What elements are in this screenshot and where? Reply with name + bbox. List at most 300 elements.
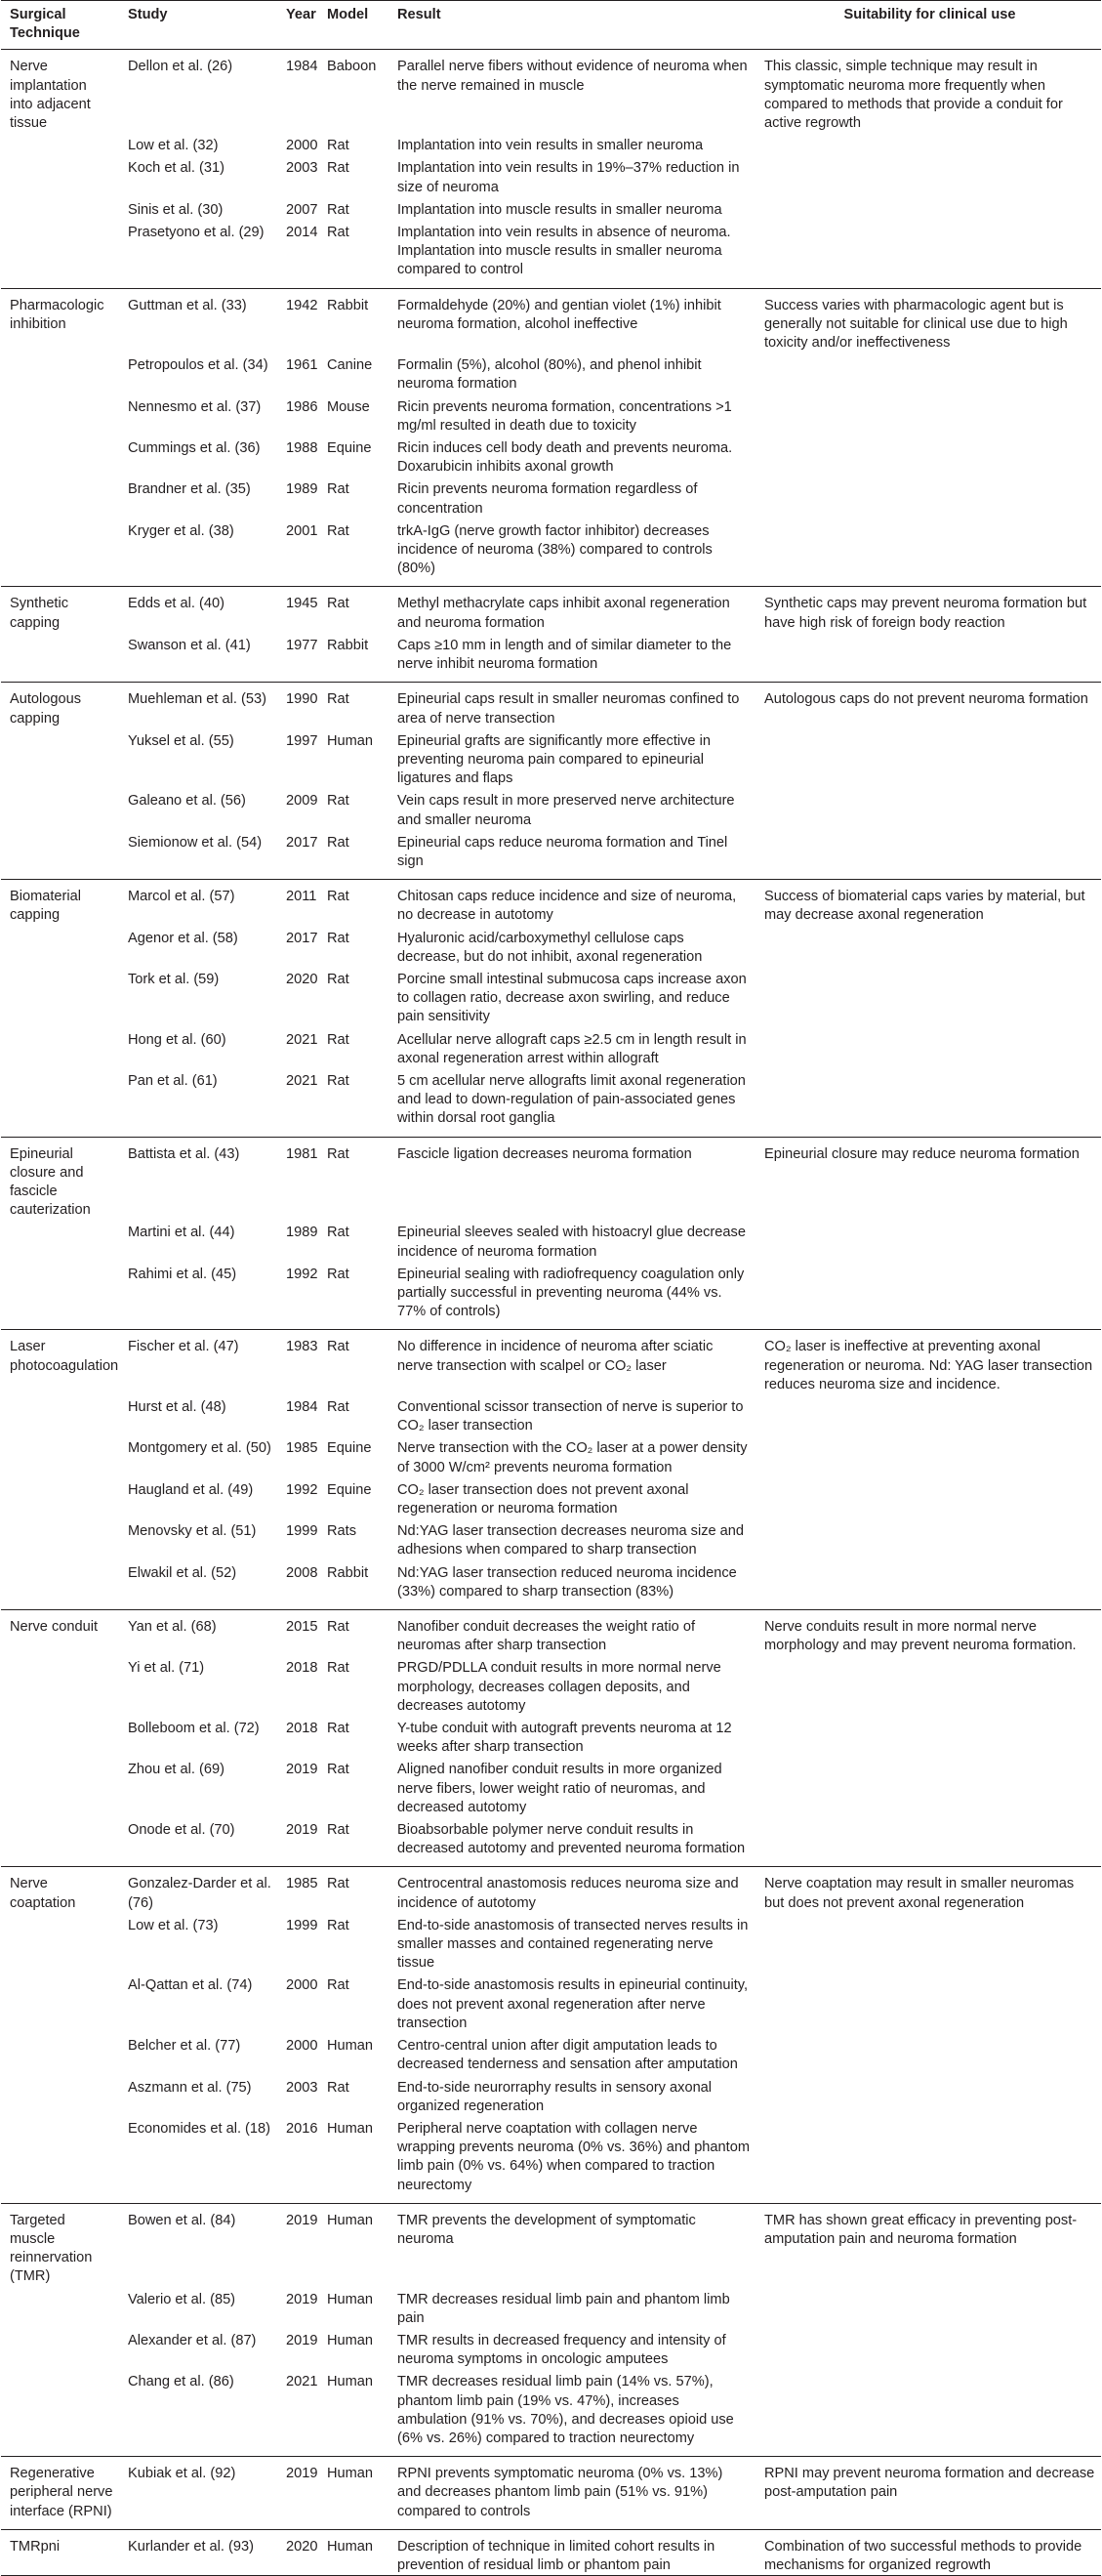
study-cell: Hong et al. (60) xyxy=(128,1031,226,1048)
study-cell: Gonzalez-Darder et al. (76) xyxy=(128,1876,271,1911)
model-cell: Rat xyxy=(327,1072,349,1089)
technique-cell xyxy=(1,1518,119,1559)
model-cell: Rat xyxy=(327,138,349,154)
table-row xyxy=(1,155,1101,196)
table-row xyxy=(1,728,1101,789)
year-cell: 2000 xyxy=(286,138,318,154)
suitability-cell: TMR has shown great efficacy in preventing post-amputation pain and neuroma formation xyxy=(764,2212,1078,2247)
technique-cell: Synthetic capping xyxy=(10,596,69,631)
suitability-cell xyxy=(755,2287,1101,2328)
table-row xyxy=(1,1435,1101,1476)
technique-cell xyxy=(1,788,119,829)
table-row xyxy=(1,830,1101,880)
suitability-cell xyxy=(755,436,1101,477)
year-cell: 1984 xyxy=(286,1399,318,1415)
study-cell: Al-Qattan et al. (74) xyxy=(128,1977,253,1994)
suitability-cell: Synthetic caps may prevent neuroma formation but have high risk of foreign body reaction xyxy=(764,596,1087,631)
model-cell: Human xyxy=(327,2374,374,2390)
table-row xyxy=(1,1330,1101,1394)
technique-cell xyxy=(1,133,119,155)
result-cell: Hyaluronic acid/carboxymethyl cellulose caps decrease, but do not inhibit, axonal regeneration xyxy=(397,930,703,965)
suitability-cell: Autologous caps do not prevent neuroma formation xyxy=(764,691,1088,708)
year-cell: 1945 xyxy=(286,596,318,612)
technique-cell xyxy=(1,436,119,477)
suitability-cell xyxy=(755,2116,1101,2203)
model-cell: Rat xyxy=(327,1339,349,1355)
result-cell: Nanofiber conduit decreases the weight ratio of neuromas after sharp transection xyxy=(397,1619,696,1654)
suitability-cell: Success varies with pharmacologic agent but is generally not suitable for clinical use due to high toxicity and/or ineffectiveness xyxy=(764,297,1068,352)
model-cell: Rat xyxy=(327,201,349,218)
year-cell: 2019 xyxy=(286,2466,318,2482)
header-study: Study xyxy=(128,7,168,22)
suitability-cell xyxy=(755,1027,1101,1068)
result-cell: Implantation into vein results in smaller neuroma xyxy=(397,138,704,154)
study-cell: Low et al. (73) xyxy=(128,1917,219,1933)
study-cell: Alexander et al. (87) xyxy=(128,2332,257,2348)
study-cell: Agenor et al. (58) xyxy=(128,930,238,946)
year-cell: 2021 xyxy=(286,1031,318,1048)
result-cell: Porcine small intestinal submucosa caps increase axon to collagen ratio, decrease axon swirling, and reduce pain sensitivity xyxy=(397,971,747,1025)
technique-cell xyxy=(1,1262,119,1330)
technique-cell xyxy=(1,155,119,196)
study-cell: Elwakil et al. (52) xyxy=(128,1564,237,1581)
model-cell: Rat xyxy=(327,1660,349,1677)
technique-cell xyxy=(1,2116,119,2203)
technique-cell xyxy=(1,1716,119,1757)
result-cell: Formalin (5%), alcohol (80%), and phenol inhibit neuroma formation xyxy=(397,357,702,393)
year-cell: 2017 xyxy=(286,834,318,851)
study-cell: Pan et al. (61) xyxy=(128,1072,218,1089)
table-row xyxy=(1,1518,1101,1559)
table-row xyxy=(1,395,1101,436)
result-cell: Nd:YAG laser transection decreases neuroma size and adhesions when compared to sharp transection xyxy=(397,1523,745,1558)
year-cell: 2000 xyxy=(286,2038,318,2055)
result-cell: Epineurial grafts are significantly more effective in preventing neuroma pain compared to epineurial ligatures and flaps xyxy=(397,732,711,787)
model-cell: Rabbit xyxy=(327,637,369,653)
result-cell: Formaldehyde (20%) and gentian violet (1%) inhibit neuroma formation, alcohol ineffective xyxy=(397,297,721,332)
technique-cell: Nerve conduit xyxy=(10,1619,99,1636)
table-row xyxy=(1,788,1101,829)
model-cell: Rat xyxy=(327,971,349,987)
technique-cell: Biomaterial capping xyxy=(10,889,81,924)
study-cell: Zhou et al. (69) xyxy=(128,1762,224,1778)
table-row xyxy=(1,477,1101,518)
year-cell: 2011 xyxy=(286,889,317,905)
technique-cell xyxy=(1,1027,119,1068)
result-cell: TMR prevents the development of symptomatic neuroma xyxy=(397,2212,696,2247)
year-cell: 2019 xyxy=(286,1762,318,1778)
model-cell: Rat xyxy=(327,1721,349,1737)
table-row xyxy=(1,1068,1101,1137)
technique-cell xyxy=(1,2328,119,2369)
model-cell: Rat xyxy=(327,691,349,708)
result-cell: Epineurial caps result in smaller neuromas confined to area of nerve transection xyxy=(397,691,740,727)
technique-cell: Targeted muscle reinnervation (TMR) xyxy=(10,2212,93,2285)
study-cell: Tork et al. (59) xyxy=(128,971,220,987)
study-cell: Yan et al. (68) xyxy=(128,1619,217,1636)
year-cell: 2020 xyxy=(286,2538,318,2555)
suitability-cell xyxy=(755,197,1101,220)
suitability-cell xyxy=(755,1716,1101,1757)
technique-cell xyxy=(1,1394,119,1435)
year-cell: 1992 xyxy=(286,1481,318,1498)
study-cell: Edds et al. (40) xyxy=(128,596,224,612)
year-cell: 2003 xyxy=(286,160,318,177)
technique-cell xyxy=(1,220,119,288)
study-cell: Aszmann et al. (75) xyxy=(128,2079,252,2096)
technique-cell xyxy=(1,353,119,394)
table-header xyxy=(1,1,1101,50)
study-cell: Kryger et al. (38) xyxy=(128,522,234,539)
study-cell: Galeano et al. (56) xyxy=(128,793,246,810)
header-model: Model xyxy=(327,7,369,22)
header-technique: Surgical Technique xyxy=(10,7,80,42)
year-cell: 1989 xyxy=(286,481,318,498)
study-cell: Battista et al. (43) xyxy=(128,1145,240,1162)
year-cell: 2014 xyxy=(286,225,318,241)
year-cell: 1999 xyxy=(286,1523,318,1540)
model-cell: Human xyxy=(327,2212,374,2228)
year-cell: 2000 xyxy=(286,1977,318,1994)
technique-cell xyxy=(1,633,119,683)
study-cell: Menovsky et al. (51) xyxy=(128,1523,257,1540)
study-cell: Haugland et al. (49) xyxy=(128,1481,254,1498)
technique-cell xyxy=(1,2033,119,2074)
table-row xyxy=(1,2075,1101,2116)
suitability-cell: RPNI may prevent neuroma formation and decrease post-amputation pain xyxy=(764,2466,1095,2501)
result-cell: Implantation into vein results in absence of neuroma. Implantation into muscle results in smaller neuroma compared to control xyxy=(397,225,731,278)
study-cell: Bowen et al. (84) xyxy=(128,2212,236,2228)
model-cell: Rats xyxy=(327,1523,357,1540)
suitability-cell xyxy=(755,2075,1101,2116)
result-cell: Epineurial sleeves sealed with histoacryl glue decrease incidence of neuroma formation xyxy=(397,1225,746,1260)
study-cell: Sinis et al. (30) xyxy=(128,201,224,218)
year-cell: 1985 xyxy=(286,1440,318,1457)
result-cell: Caps ≥10 mm in length and of similar diameter to the nerve inhibit neuroma formation xyxy=(397,637,732,673)
technique-cell xyxy=(1,926,119,967)
year-cell: 2007 xyxy=(286,201,318,218)
year-cell: 2020 xyxy=(286,971,318,987)
model-cell: Human xyxy=(327,2120,374,2137)
study-cell: Cummings et al. (36) xyxy=(128,440,261,457)
year-cell: 2019 xyxy=(286,2212,318,2228)
result-cell: Parallel nerve fibers without evidence of neuroma when the nerve remained in muscle xyxy=(397,59,748,94)
header-suitability: Suitability for clinical use xyxy=(843,7,1016,22)
table-row xyxy=(1,1867,1101,1913)
study-cell: Muehleman et al. (53) xyxy=(128,691,266,708)
year-cell: 2009 xyxy=(286,793,318,810)
suitability-cell xyxy=(755,788,1101,829)
table-row xyxy=(1,880,1101,926)
year-cell: 1992 xyxy=(286,1266,318,1282)
result-cell: TMR decreases residual limb pain and phantom limb pain xyxy=(397,2291,730,2326)
model-cell: Rat xyxy=(327,1266,349,1282)
year-cell: 1988 xyxy=(286,440,318,457)
suitability-cell xyxy=(755,2369,1101,2456)
result-cell: Centrocentral anastomosis reduces neuroma size and incidence of autotomy xyxy=(397,1876,739,1911)
technique-cell xyxy=(1,1817,119,1867)
technique-cell xyxy=(1,519,119,587)
table-row xyxy=(1,2457,1101,2530)
table-row xyxy=(1,1262,1101,1330)
model-cell: Baboon xyxy=(327,59,377,75)
suitability-cell xyxy=(755,155,1101,196)
model-cell: Equine xyxy=(327,440,372,457)
suitability-cell xyxy=(755,395,1101,436)
result-cell: Implantation into vein results in 19%–37% reduction in size of neuroma xyxy=(397,160,740,195)
suitability-cell xyxy=(755,830,1101,880)
suitability-cell xyxy=(755,728,1101,789)
table-row xyxy=(1,683,1101,728)
table-row xyxy=(1,926,1101,967)
model-cell: Equine xyxy=(327,1440,372,1457)
table-row xyxy=(1,1757,1101,1817)
result-cell: Epineurial sealing with radiofrequency coagulation only partially successful in preventing neuroma (44% vs. 77% of controls) xyxy=(397,1266,745,1320)
model-cell: Equine xyxy=(327,1481,372,1498)
year-cell: 1942 xyxy=(286,297,318,313)
header-result: Result xyxy=(397,7,441,22)
study-cell: Economides et al. (18) xyxy=(128,2120,271,2137)
year-cell: 2019 xyxy=(286,2291,318,2307)
table-row xyxy=(1,2369,1101,2456)
model-cell: Canine xyxy=(327,357,373,374)
table-row xyxy=(1,1220,1101,1261)
result-cell: 5 cm acellular nerve allografts limit axonal regeneration and lead to down-regulation of pain-associated genes within dorsal root ganglia xyxy=(397,1072,746,1127)
model-cell: Rat xyxy=(327,522,349,539)
model-cell: Rat xyxy=(327,1145,349,1162)
technique-cell: Nerve implantation into adjacent tissue xyxy=(10,59,91,132)
model-cell: Human xyxy=(327,2332,374,2348)
year-cell: 1981 xyxy=(286,1145,318,1162)
year-cell: 2001 xyxy=(286,522,318,539)
technique-cell xyxy=(1,2287,119,2328)
technique-cell xyxy=(1,2075,119,2116)
result-cell: Acellular nerve allograft caps ≥2.5 cm in length result in axonal regeneration arrest within allograft xyxy=(397,1031,747,1066)
year-cell: 2021 xyxy=(286,2374,318,2390)
technique-cell: Epineurial closure and fascicle cauterization xyxy=(10,1145,91,1219)
study-cell: Montgomery et al. (50) xyxy=(128,1440,271,1457)
table-row xyxy=(1,288,1101,353)
result-cell: No difference in incidence of neuroma after sciatic nerve transection with scalpel or CO₂ laser xyxy=(397,1339,714,1374)
table-row xyxy=(1,436,1101,477)
suitability-cell xyxy=(755,1757,1101,1817)
technique-cell xyxy=(1,477,119,518)
year-cell: 1977 xyxy=(286,637,318,653)
study-cell: Nennesmo et al. (37) xyxy=(128,398,262,415)
suitability-cell xyxy=(755,1913,1101,1974)
table-row xyxy=(1,1610,1101,1656)
result-cell: End-to-side neurorraphy results in sensory axonal organized regeneration xyxy=(397,2079,713,2114)
year-cell: 2019 xyxy=(286,1822,318,1839)
model-cell: Rat xyxy=(327,889,349,905)
table-row xyxy=(1,133,1101,155)
result-cell: Aligned nanofiber conduit results in more organized nerve fibers, lower weight ratio of neuromas, and decreased autotomy xyxy=(397,1762,722,1815)
result-cell: Y-tube conduit with autograft prevents neuroma at 12 weeks after sharp transection xyxy=(397,1721,732,1756)
model-cell: Rat xyxy=(327,1399,349,1415)
study-cell: Koch et al. (31) xyxy=(128,160,224,177)
technique-cell xyxy=(1,1560,119,1610)
suitability-cell xyxy=(755,477,1101,518)
result-cell: Methyl methacrylate caps inhibit axonal regeneration and neuroma formation xyxy=(397,596,730,631)
year-cell: 1999 xyxy=(286,1917,318,1933)
suitability-cell: Epineurial closure may reduce neuroma formation xyxy=(764,1145,1080,1162)
model-cell: Rat xyxy=(327,596,349,612)
year-cell: 1990 xyxy=(286,691,318,708)
study-cell: Swanson et al. (41) xyxy=(128,637,251,653)
model-cell: Human xyxy=(327,732,374,749)
study-cell: Kubiak et al. (92) xyxy=(128,2466,236,2482)
year-cell: 2019 xyxy=(286,2332,318,2348)
suitability-cell: Nerve coaptation may result in smaller neuromas but does not prevent axonal regeneration xyxy=(764,1876,1075,1911)
year-cell: 1985 xyxy=(286,1876,318,1892)
technique-cell: Laser photocoagulation xyxy=(10,1339,119,1374)
suitability-cell xyxy=(755,1394,1101,1435)
suitability-cell: CO₂ laser is ineffective at preventing axonal regeneration or neuroma. Nd: YAG laser transection reduces neuroma size and incidence. xyxy=(764,1339,1093,1392)
year-cell: 2003 xyxy=(286,2079,318,2096)
suitability-cell: This classic, simple technique may result in symptomatic neuroma more frequently when compared to methods that provide a conduit for active regrowth xyxy=(764,59,1063,132)
suitability-cell xyxy=(755,633,1101,683)
table-row xyxy=(1,2529,1101,2575)
year-cell: 2008 xyxy=(286,1564,318,1581)
model-cell: Rat xyxy=(327,1977,349,1994)
study-cell: Petropoulos et al. (34) xyxy=(128,357,268,374)
suitability-cell xyxy=(755,220,1101,288)
suitability-cell xyxy=(755,1477,1101,1518)
study-cell: Bolleboom et al. (72) xyxy=(128,1721,260,1737)
model-cell: Rat xyxy=(327,1031,349,1048)
table-row xyxy=(1,1913,1101,1974)
table-row xyxy=(1,2287,1101,2328)
technique-cell: Nerve coaptation xyxy=(10,1876,76,1911)
result-cell: Bioabsorbable polymer nerve conduit results in decreased autotomy and prevented neuroma formation xyxy=(397,1822,746,1857)
technique-cell: TMRpni xyxy=(10,2538,61,2555)
year-cell: 2018 xyxy=(286,1721,318,1737)
suitability-cell xyxy=(755,926,1101,967)
table-row xyxy=(1,1973,1101,2033)
study-cell: Low et al. (32) xyxy=(128,138,219,154)
suitability-cell xyxy=(755,1518,1101,1559)
model-cell: Rat xyxy=(327,1762,349,1778)
table-row xyxy=(1,1394,1101,1435)
study-cell: Valerio et al. (85) xyxy=(128,2291,236,2307)
technique-cell xyxy=(1,1220,119,1261)
table-row xyxy=(1,353,1101,394)
result-cell: Epineurial caps reduce neuroma formation and Tinel sign xyxy=(397,834,728,869)
year-cell: 2016 xyxy=(286,2120,318,2137)
suitability-cell xyxy=(755,1560,1101,1610)
table-row xyxy=(1,50,1101,133)
table-row xyxy=(1,2328,1101,2369)
table-row xyxy=(1,220,1101,288)
table-row xyxy=(1,1655,1101,1716)
result-cell: Chitosan caps reduce incidence and size of neuroma, no decrease in autotomy xyxy=(397,889,737,924)
technique-cell xyxy=(1,1477,119,1518)
technique-cell xyxy=(1,1068,119,1137)
technique-cell: Regenerative peripheral nerve interface (RPNI) xyxy=(10,2466,113,2519)
suitability-cell xyxy=(755,2033,1101,2074)
suitability-cell xyxy=(755,1435,1101,1476)
result-cell: PRGD/PDLLA conduit results in more normal nerve morphology, decreases collagen deposits, and decreases autotomy xyxy=(397,1660,721,1714)
table-row xyxy=(1,1817,1101,1867)
suitability-cell xyxy=(755,1817,1101,1867)
model-cell: Rat xyxy=(327,225,349,241)
study-cell: Martini et al. (44) xyxy=(128,1225,235,1241)
model-cell: Rat xyxy=(327,834,349,851)
model-cell: Rat xyxy=(327,1917,349,1933)
technique-cell xyxy=(1,1913,119,1974)
model-cell: Rat xyxy=(327,793,349,810)
model-cell: Rat xyxy=(327,1225,349,1241)
result-cell: Description of technique in limited cohort results in prevention of residual limb or phantom pain xyxy=(397,2538,715,2573)
suitability-cell xyxy=(755,1068,1101,1137)
model-cell: Rat xyxy=(327,930,349,946)
result-cell: CO₂ laser transection does not prevent axonal regeneration or neuroma formation xyxy=(397,1481,689,1517)
study-cell: Prasetyono et al. (29) xyxy=(128,225,265,241)
model-cell: Human xyxy=(327,2466,374,2482)
model-cell: Rabbit xyxy=(327,297,369,313)
model-cell: Rat xyxy=(327,1822,349,1839)
model-cell: Rat xyxy=(327,1619,349,1636)
suitability-cell xyxy=(755,1220,1101,1261)
model-cell: Rat xyxy=(327,2079,349,2096)
technique-cell: Autologous capping xyxy=(10,691,82,727)
result-cell: trkA-IgG (nerve growth factor inhibitor) decreases incidence of neuroma (38%) compared to controls (80%) xyxy=(397,522,713,577)
result-cell: Conventional scissor transection of nerve is superior to CO₂ laser transection xyxy=(397,1399,744,1434)
result-cell: TMR decreases residual limb pain (14% vs. 57%), phantom limb pain (19% vs. 47%), increases ambulation (91% vs. 70%), and decreases opioid use (6% vs. 26%) compared to traction neurectomy xyxy=(397,2374,734,2446)
result-cell: Nd:YAG laser transection reduced neuroma incidence (33%) compared to sharp transection (83%) xyxy=(397,1564,737,1600)
suitability-cell xyxy=(755,1262,1101,1330)
technique-cell xyxy=(1,967,119,1027)
year-cell: 2017 xyxy=(286,930,318,946)
technique-cell xyxy=(1,1435,119,1476)
result-cell: TMR results in decreased frequency and intensity of neuroma symptoms in oncologic amputees xyxy=(397,2332,726,2368)
technique-cell: Pharmacologic inhibition xyxy=(10,297,104,332)
table-row xyxy=(1,197,1101,220)
study-cell: Hurst et al. (48) xyxy=(128,1399,226,1415)
study-cell: Chang et al. (86) xyxy=(128,2374,234,2390)
table-row xyxy=(1,587,1101,633)
study-cell: Yuksel et al. (55) xyxy=(128,732,234,749)
table-row xyxy=(1,2116,1101,2203)
study-cell: Siemionow et al. (54) xyxy=(128,834,263,851)
year-cell: 2015 xyxy=(286,1619,318,1636)
suitability-cell: Nerve conduits result in more normal nerve morphology and may prevent neuroma formation. xyxy=(764,1619,1077,1654)
suitability-cell: Success of biomaterial caps varies by material, but may decrease axonal regeneration xyxy=(764,889,1085,924)
result-cell: Vein caps result in more preserved nerve architecture and smaller neuroma xyxy=(397,793,735,828)
table-row xyxy=(1,633,1101,683)
table-row xyxy=(1,1027,1101,1068)
model-cell: Human xyxy=(327,2038,374,2055)
result-cell: End-to-side anastomosis of transected nerves results in smaller masses and contained regenerating nerve tissue xyxy=(397,1917,749,1972)
year-cell: 1983 xyxy=(286,1339,318,1355)
study-cell: Onode et al. (70) xyxy=(128,1822,235,1839)
result-cell: Fascicle ligation decreases neuroma formation xyxy=(397,1145,692,1162)
technique-cell xyxy=(1,1757,119,1817)
table-row xyxy=(1,1560,1101,1610)
year-cell: 1997 xyxy=(286,732,318,749)
result-cell: End-to-side anastomosis results in epineurial continuity, does not prevent axonal regeneration after nerve transection xyxy=(397,1977,749,2031)
technique-cell xyxy=(1,2369,119,2456)
study-cell: Fischer et al. (47) xyxy=(128,1339,239,1355)
table-row xyxy=(1,2203,1101,2286)
year-cell: 1986 xyxy=(286,398,318,415)
suitability-cell xyxy=(755,1655,1101,1716)
table-row xyxy=(1,967,1101,1027)
table-row xyxy=(1,1137,1101,1220)
year-cell: 2018 xyxy=(286,1660,318,1677)
study-cell: Belcher et al. (77) xyxy=(128,2038,241,2055)
technique-cell xyxy=(1,395,119,436)
